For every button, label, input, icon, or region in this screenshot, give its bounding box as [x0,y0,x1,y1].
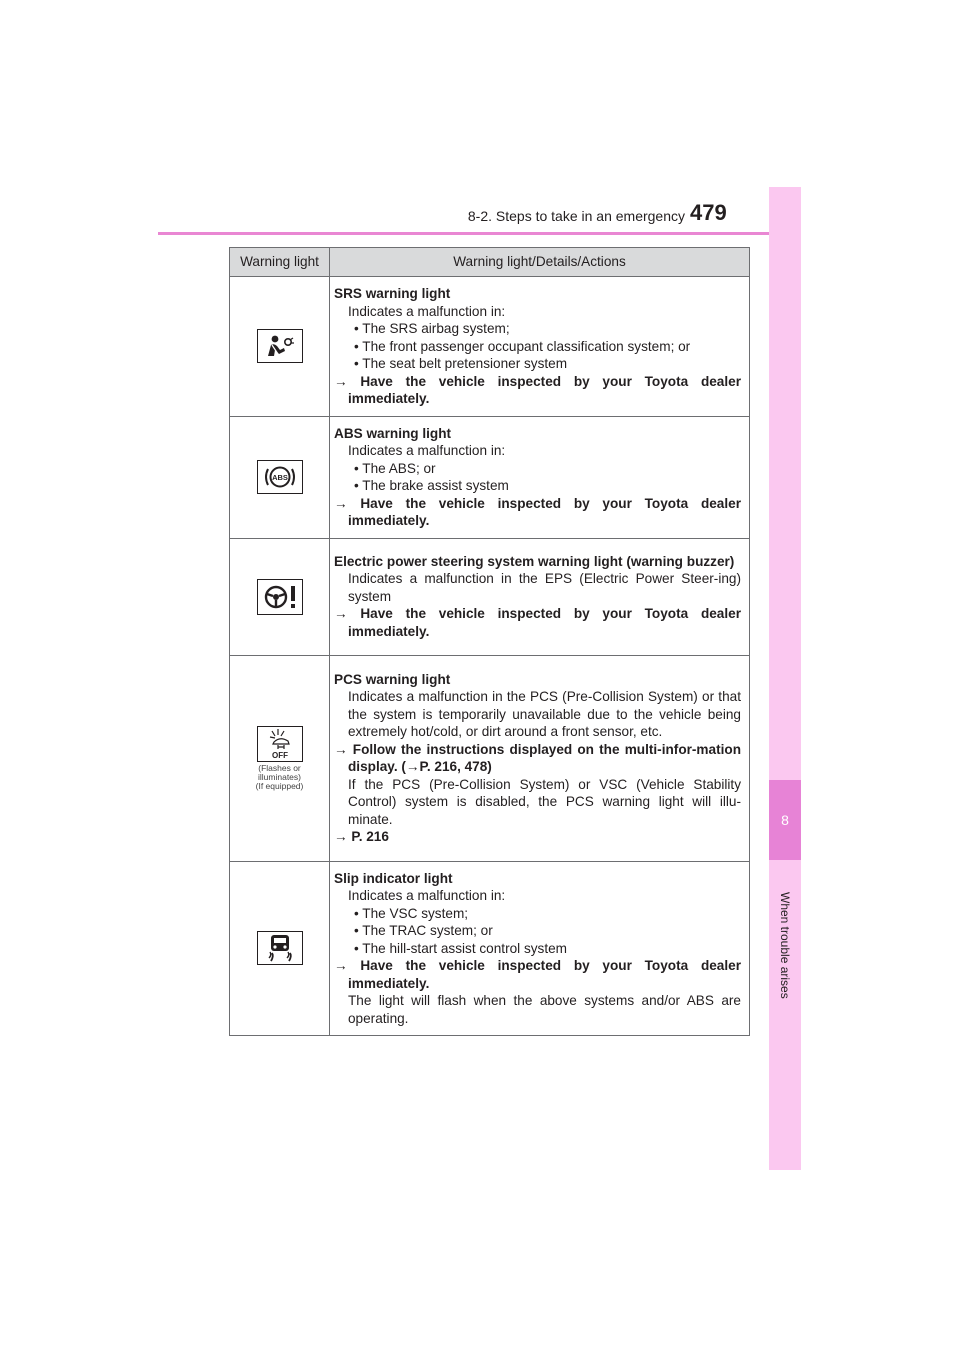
list-item: • The front passenger occupant classification system; or [354,338,691,354]
row-action: → Follow the instructions displayed on the multi-infor-mation display. (→P. 216, 478) [334,741,741,774]
arrow-icon: → [334,495,348,511]
list-item: • The SRS airbag system; [354,321,510,336]
details-cell [330,277,750,417]
abs-icon [257,460,303,494]
icon-cell [230,655,330,861]
table-row [230,277,750,417]
pcs-off-icon [257,726,303,762]
warning-light-table [229,247,750,1036]
row-action: → Have the vehicle inspected by your Toyota dealer immediately. [334,495,741,528]
details-cell [330,655,750,861]
arrow-icon: → [334,373,348,389]
pcs-icon-label: OFF [271,750,288,760]
page-reference-link[interactable]: P. 216 [351,829,389,844]
icon-note: (Flashes or illuminates) (If equipped) [255,762,304,791]
side-tab [769,187,801,1170]
table-row [230,861,750,1036]
table-row [230,416,750,538]
row-action: → Have the vehicle inspected by your Toyota dealer immediately. [334,958,741,991]
table-header-row [230,248,750,277]
row-title: Slip indicator light [334,870,453,886]
row-action: → Have the vehicle inspected by your Toyota dealer immediately. [334,373,741,406]
abs-icon-label: ABS [271,473,288,482]
chapter-number: 8 [769,780,801,860]
row-title: ABS warning light [334,425,452,441]
row-title: SRS warning light [334,286,451,301]
row-intro: Indicates a malfunction in: [348,888,506,903]
arrow-icon: → [334,741,348,757]
row-intro: Indicates a malfunction in the EPS (Electric Power Steer-ing) system [348,571,741,604]
list-item: • The VSC system; [354,905,469,921]
arrow-icon: → [334,606,348,622]
table-row [230,538,750,655]
list-item: • The seat belt pretensioner system [354,356,568,371]
row-title: PCS warning light [334,671,451,687]
icon-cell [230,277,330,417]
row-action: → Have the vehicle inspected by your Toyota dealer immediately. [334,606,741,639]
details-cell [330,861,750,1036]
arrow-icon: → [334,829,348,844]
page-reference-link[interactable]: P. 216, 478) [419,759,492,774]
srs-airbag-icon [257,329,303,363]
slip-indicator-icon [257,931,303,965]
power-steering-icon [257,579,303,615]
arrow-icon: → [334,958,348,973]
icon-cell [230,538,330,655]
arrow-icon: → [405,759,420,774]
icon-cell [230,861,330,1036]
details-cell [330,416,750,538]
list-item: • The TRAC system; or [354,923,493,938]
page-number: 479 [690,200,727,225]
row-title: Electric power steering system warning light (warning buzzer) [334,553,735,569]
section-title: 8-2. Steps to take in an emergency [467,208,685,224]
row-intro: Indicates a malfunction in: [348,303,506,319]
row-reference [334,828,741,846]
column-header-details: Warning light/Details/Actions [330,248,750,277]
details-cell [330,538,750,655]
list-item: • The brake assist system [354,478,509,493]
header-rule [158,232,800,235]
list-item: • The hill-start assist control system [354,940,568,956]
icon-cell [230,416,330,538]
row-extra: The light will flash when the above systems and/or ABS are operating. [348,993,741,1026]
chapter-label: When trouble arises [778,891,792,999]
list-item: • The ABS; or [354,460,436,476]
row-extra: If the PCS (Pre-Collision System) or VSC (Vehicle Stability Control) system is disabled, the PCS warning light will illu-minate. [348,776,741,827]
row-intro: Indicates a malfunction in: [348,443,506,458]
column-header-warning-light: Warning light [230,248,330,277]
row-intro: Indicates a malfunction in the PCS (Pre-Collision System) or that the system is temporarily unavailable due to the vehicle being extremely hot/cold, or dirt around a front sensor, etc. [348,689,741,739]
table-row [230,655,750,861]
